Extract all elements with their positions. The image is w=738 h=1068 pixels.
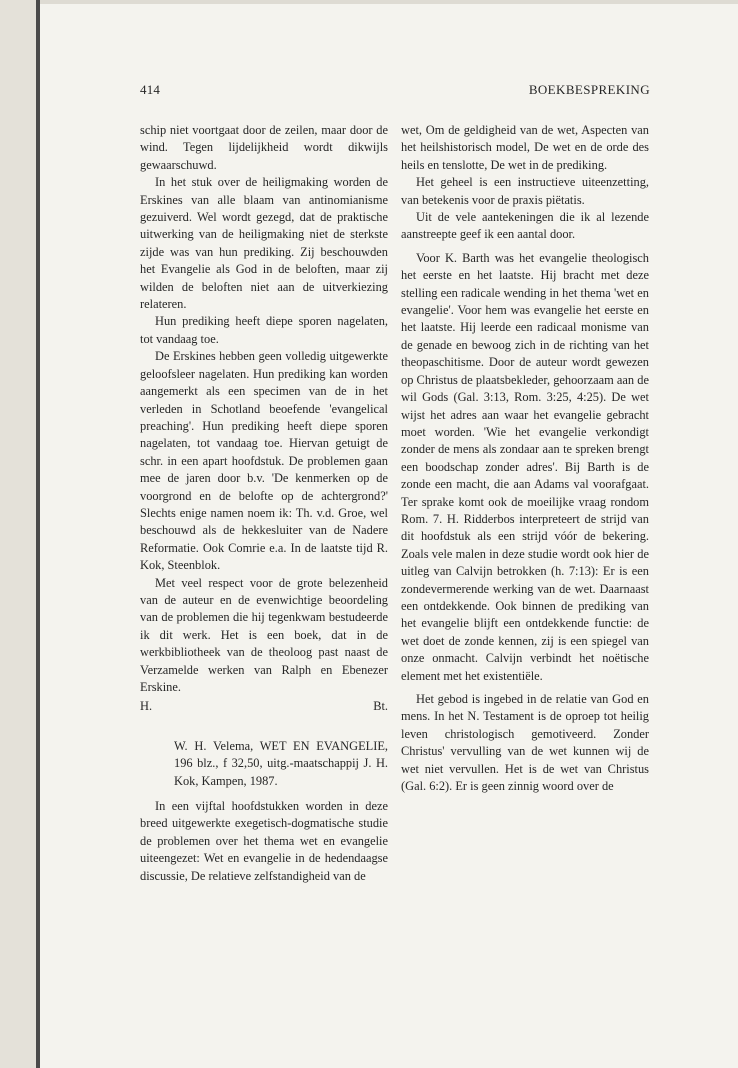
paragraph: In het stuk over de heiligmaking worden de Erskines van alle blaam van antinomianisme gezuiverd. Wel wordt gezegd, dat de praktische uitwerking van de heiligmaking niet de sterkste zijde was van hun prediking. Zij beschouwden het Evangelie als God in de beloften, maar zij wilden de beloften niet aan de uitverkiezing relateren. [140, 175, 388, 312]
paragraph: wet, Om de geldigheid van de wet, Aspecten van het heilshistorisch model, De wet en de orde des heils en tenslotte, De wet in de prediking. [401, 123, 649, 172]
scan-border-left-shadow [36, 0, 40, 1068]
right-column [401, 122, 649, 795]
page-number: 414 [140, 82, 161, 97]
left-column [140, 122, 388, 885]
paragraph: Hun prediking heeft diepe sporen nagelaten, tot vandaag toe. [140, 314, 388, 346]
paragraph: Het gebod is ingebed in de relatie van God en mens. In het N. Testament is de oproep tot heilig leven christologisch gemotiveerd. Zonder Christus' vervulling van de wet kunnen wij de wet niet vervullen. Het is de wet van Christus (Gal. 6:2). Er is geen zinnig woord over de [401, 692, 649, 794]
paragraph: Met veel respect voor de grote belezenheid van de auteur en de evenwichtige beoordeling van de problemen die hij tegenkwam bestudeerde ik dit werk. Het is een boek, dat in de werkbibliotheek van de theoloog past naast de Verzamelde werken van Ralph en Ebenezer Erskine. [140, 575, 388, 694]
signature-initials: Bt. [373, 699, 388, 714]
paragraph: Het geheel is een instructieve uiteenzetting, van betekenis voor de praxis piëtatis. [401, 175, 649, 207]
scan-border-top [0, 0, 738, 4]
paragraph: In een vijftal hoofdstukken worden in deze breed uitgewerkte exegetisch-dogmatische studie de problemen over het thema wet en evangelie uiteengezet: Wet en evangelie in de hedendaagse discussie, De relatieve zelfstandigheid van de [140, 799, 388, 883]
scan-border-left [0, 0, 40, 1068]
paragraph: De Erskines hebben geen volledig uitgewerkte geloofsleer nagelaten. Hun prediking kan worden aangemerkt als een specimen van de in het verleden in Schotland beoefende 'evangelical preaching'. Hun prediking heeft diepe sporen nagelaten, tot vandaag toe. Hiervan getuigt de schr. in een apart hoofdstuk. De problemen gaan mee de jaren door b.v. 'De kenmerken op de voorgrond en de belofte op de achtergrond?' Slechts enige namen noem ik: Th. v.d. Groe, wel beschouwd als de hekkesluiter van de Nadere Reformatie. Ook Comrie e.a. In de laatste tijd R. Kok, Steenblok. [140, 349, 388, 573]
running-head: BOEKBESPREKING [528, 82, 650, 97]
review-signature [140, 698, 388, 715]
paragraph: Uit de vele aantekeningen die ik al lezende aanstreepte geef ik een aantal door. [401, 210, 649, 242]
book-citation-text: W. H. Velema, WET EN EVANGELIE, 196 blz., f 32,50, uitg.-maatschappij J. H. Kok, Kampen, 1987. [174, 738, 388, 788]
paragraph: schip niet voortgaat door de zeilen, maar door de wind. Tegen lijdelijkheid wordt dikwijls gewaarschuwd. [140, 123, 388, 172]
paragraph: Voor K. Barth was het evangelie theologisch het eerste en het laatste. Hij bracht met deze stelling een radicale wending in het thema 'wet en evangelie'. Voor hem was evangelie het eerste en het laatste. Hij leerde een radicaal monisme van de genade en bewoog zich in de richting van het theopaschitisme. Door de auteur wordt gewezen op Christus de plaatsbekleder, gehoorzaam aan de wil Gods (Gal. 3:13, Rom. 3:25, 4:25). De wet wijst het adres aan waar het evangelie gebracht moet worden. 'Wie het evangelie verkondigt zonder de mens als zondaar aan te spreken brengt een boodschap zonder adres'. Bij Barth is de zonde een macht, die aan Adams val voorafgaat. Ter sprake komt ook de moeilijke vraag rondom Rom. 7. H. Ridderbos interpreteert de strijd van dit hoofdstuk als een strijd vóór de bekering. Zoals vele malen in deze studie wordt ook hier de uitleg van Calvijn betrokken (h. 7:13): Er is een zondevermerende werking van de wet. Daarnaast een ontdekkende. Ook binnen de prediking van het evangelie blijft een ontdekkende functie: de wet doet de zonde kennen, zij is een spiegel van onze onmacht. Calvijn verbindt het noëtische element met het existentiële. [401, 250, 649, 683]
book-citation [174, 738, 388, 790]
signature-initial: H. [140, 699, 153, 714]
